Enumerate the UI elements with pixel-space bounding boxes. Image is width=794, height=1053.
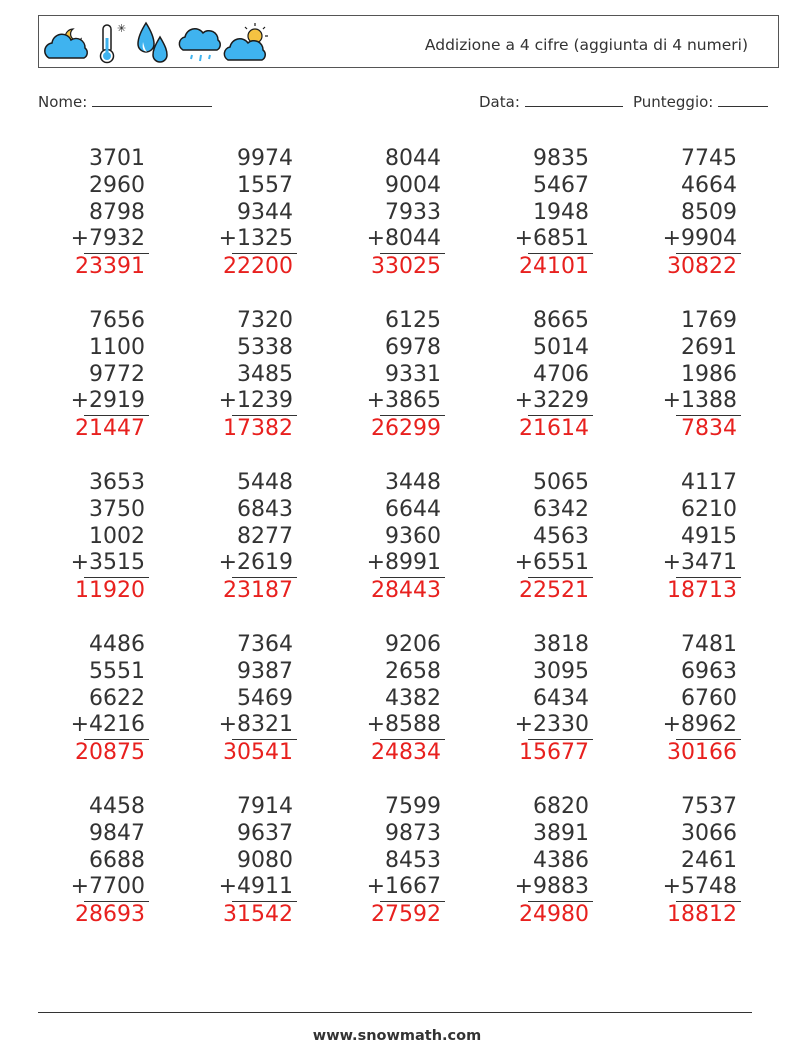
sum-answer: 26299 — [371, 416, 441, 442]
addition-problem — [325, 632, 445, 767]
addend: 4458 — [89, 794, 145, 819]
last-addend: +6551 — [514, 550, 589, 576]
sum-answer: 15677 — [519, 740, 589, 766]
addition-problem — [29, 794, 149, 929]
addend: 3066 — [681, 820, 737, 846]
addend: 7320 — [237, 308, 293, 333]
addition-problem — [325, 146, 445, 281]
addend: 9387 — [237, 658, 293, 684]
addend: 2658 — [385, 658, 441, 684]
sum-answer: 18812 — [667, 902, 737, 928]
last-addend: +8991 — [366, 550, 441, 576]
addend: 7745 — [681, 146, 737, 171]
last-addend: +8321 — [218, 712, 293, 738]
addend: 6843 — [237, 496, 293, 522]
addend: 4664 — [681, 172, 737, 198]
name-label: Nome: — [38, 93, 88, 111]
addend: 3653 — [89, 470, 145, 495]
addition-problem — [325, 794, 445, 929]
sum-answer: 28693 — [75, 902, 145, 928]
addend: 7537 — [681, 794, 737, 819]
sum-answer: 11920 — [75, 578, 145, 604]
last-addend: +1667 — [366, 874, 441, 900]
sum-answer: 17382 — [223, 416, 293, 442]
svg-text:✳: ✳ — [117, 22, 127, 35]
name-field — [38, 93, 212, 111]
addend: 9772 — [89, 361, 145, 387]
last-addend: +8962 — [662, 712, 737, 738]
addend: 3485 — [237, 361, 293, 387]
addend: 5338 — [237, 334, 293, 360]
addend: 4563 — [533, 523, 589, 549]
score-field — [633, 93, 768, 111]
addition-problem — [325, 308, 445, 443]
addend: 7481 — [681, 632, 737, 657]
addend: 3891 — [533, 820, 589, 846]
addition-problem — [177, 794, 297, 929]
addition-problem — [29, 632, 149, 767]
addend: 7914 — [237, 794, 293, 819]
sum-answer: 30166 — [667, 740, 737, 766]
addend: 8509 — [681, 199, 737, 225]
sum-answer: 18713 — [667, 578, 737, 604]
addend: 2461 — [681, 847, 737, 873]
addend: 6622 — [89, 685, 145, 711]
addend: 5551 — [89, 658, 145, 684]
addend: 1002 — [89, 523, 145, 549]
thermometer-cold-icon — [101, 22, 127, 63]
addend: 4486 — [89, 632, 145, 657]
addend: 9004 — [385, 172, 441, 198]
addition-problem — [621, 146, 741, 281]
addend: 9873 — [385, 820, 441, 846]
addend: 7364 — [237, 632, 293, 657]
sum-answer: 21447 — [75, 416, 145, 442]
sum-answer: 27592 — [371, 902, 441, 928]
sum-answer: 30822 — [667, 254, 737, 280]
last-addend: +7700 — [70, 874, 145, 900]
sum-answer: 24834 — [371, 740, 441, 766]
sum-answer: 7834 — [681, 416, 737, 442]
addend: 7599 — [385, 794, 441, 819]
addend: 5065 — [533, 470, 589, 495]
sum-answer: 23391 — [75, 254, 145, 280]
addend: 4117 — [681, 470, 737, 495]
addend: 6978 — [385, 334, 441, 360]
last-addend: +2330 — [514, 712, 589, 738]
addend: 5467 — [533, 172, 589, 198]
addend: 3701 — [89, 146, 145, 171]
sum-answer: 24980 — [519, 902, 589, 928]
last-addend: +5748 — [662, 874, 737, 900]
addend: 9331 — [385, 361, 441, 387]
addition-problem — [621, 308, 741, 443]
addition-problem — [177, 632, 297, 767]
addition-problem — [177, 470, 297, 605]
footer-divider — [38, 1012, 752, 1013]
cloud-moon-icon — [45, 29, 87, 58]
sum-answer: 24101 — [519, 254, 589, 280]
sum-answer: 31542 — [223, 902, 293, 928]
addition-problem — [177, 146, 297, 281]
addition-problem — [473, 470, 593, 605]
addend: 4386 — [533, 847, 589, 873]
last-addend: +7932 — [70, 226, 145, 252]
addend: 6760 — [681, 685, 737, 711]
addend: 7656 — [89, 308, 145, 333]
addend: 6342 — [533, 496, 589, 522]
addition-problem — [29, 308, 149, 443]
last-addend: +1325 — [218, 226, 293, 252]
addition-problem — [473, 794, 593, 929]
cloud-sun-icon — [224, 23, 268, 60]
addend: 1100 — [89, 334, 145, 360]
addend: 6434 — [533, 685, 589, 711]
sum-answer: 22200 — [223, 254, 293, 280]
addend: 9206 — [385, 632, 441, 657]
last-addend: +1388 — [662, 388, 737, 414]
addition-problem — [621, 632, 741, 767]
sum-answer: 23187 — [223, 578, 293, 604]
addend: 2691 — [681, 334, 737, 360]
addend: 6125 — [385, 308, 441, 333]
addend: 6963 — [681, 658, 737, 684]
addition-problem — [621, 470, 741, 605]
addition-problem — [177, 308, 297, 443]
addend: 7933 — [385, 199, 441, 225]
score-blank-line — [718, 93, 768, 107]
water-drops-icon — [138, 23, 167, 62]
addend: 3750 — [89, 496, 145, 522]
last-addend: +9883 — [514, 874, 589, 900]
sum-answer: 33025 — [371, 254, 441, 280]
sum-answer: 28443 — [371, 578, 441, 604]
rain-cloud-icon — [179, 29, 220, 61]
addend: 6688 — [89, 847, 145, 873]
sum-answer: 22521 — [519, 578, 589, 604]
addend: 4706 — [533, 361, 589, 387]
last-addend: +2619 — [218, 550, 293, 576]
addend: 1769 — [681, 308, 737, 333]
addend: 8665 — [533, 308, 589, 333]
worksheet-header — [38, 15, 779, 68]
addend: 8277 — [237, 523, 293, 549]
addend: 5014 — [533, 334, 589, 360]
last-addend: +4911 — [218, 874, 293, 900]
addend: 9080 — [237, 847, 293, 873]
addend: 2960 — [89, 172, 145, 198]
sum-answer: 21614 — [519, 416, 589, 442]
last-addend: +1239 — [218, 388, 293, 414]
addend: 4915 — [681, 523, 737, 549]
date-label: Data: — [479, 93, 520, 111]
footer-url: www.snowmath.com — [312, 1028, 482, 1044]
addend: 4382 — [385, 685, 441, 711]
last-addend: +8044 — [366, 226, 441, 252]
name-blank-line — [92, 93, 212, 107]
addition-problem — [473, 308, 593, 443]
sum-answer: 20875 — [75, 740, 145, 766]
addend: 1986 — [681, 361, 737, 387]
last-addend: +3229 — [514, 388, 589, 414]
worksheet-title: Addizione a 4 cifre (aggiunta di 4 numeri) — [424, 36, 748, 54]
last-addend: +9904 — [662, 226, 737, 252]
last-addend: +4216 — [70, 712, 145, 738]
weather-icons — [43, 20, 273, 66]
last-addend: +2919 — [70, 388, 145, 414]
addend: 8798 — [89, 199, 145, 225]
addend: 1948 — [533, 199, 589, 225]
addend: 3818 — [533, 632, 589, 657]
addend: 6210 — [681, 496, 737, 522]
addend: 9637 — [237, 820, 293, 846]
last-addend: +6851 — [514, 226, 589, 252]
addend: 5469 — [237, 685, 293, 711]
last-addend: +3865 — [366, 388, 441, 414]
last-addend: +8588 — [366, 712, 441, 738]
addend: 5448 — [237, 470, 293, 495]
addition-problem — [29, 146, 149, 281]
addend: 6820 — [533, 794, 589, 819]
last-addend: +3515 — [70, 550, 145, 576]
addend: 8453 — [385, 847, 441, 873]
addition-problem — [29, 470, 149, 605]
addend: 3448 — [385, 470, 441, 495]
addend: 9360 — [385, 523, 441, 549]
addend: 9344 — [237, 199, 293, 225]
addend: 9847 — [89, 820, 145, 846]
score-label: Punteggio: — [633, 93, 714, 111]
addition-problem — [473, 146, 593, 281]
addend: 1557 — [237, 172, 293, 198]
addend: 6644 — [385, 496, 441, 522]
addend: 9835 — [533, 146, 589, 171]
date-field — [479, 93, 623, 111]
sum-answer: 30541 — [223, 740, 293, 766]
addition-problem — [621, 794, 741, 929]
addend: 3095 — [533, 658, 589, 684]
addition-problem — [473, 632, 593, 767]
date-blank-line — [525, 93, 623, 107]
addition-problem — [325, 470, 445, 605]
addend: 9974 — [237, 146, 293, 171]
addend: 8044 — [385, 146, 441, 171]
last-addend: +3471 — [662, 550, 737, 576]
